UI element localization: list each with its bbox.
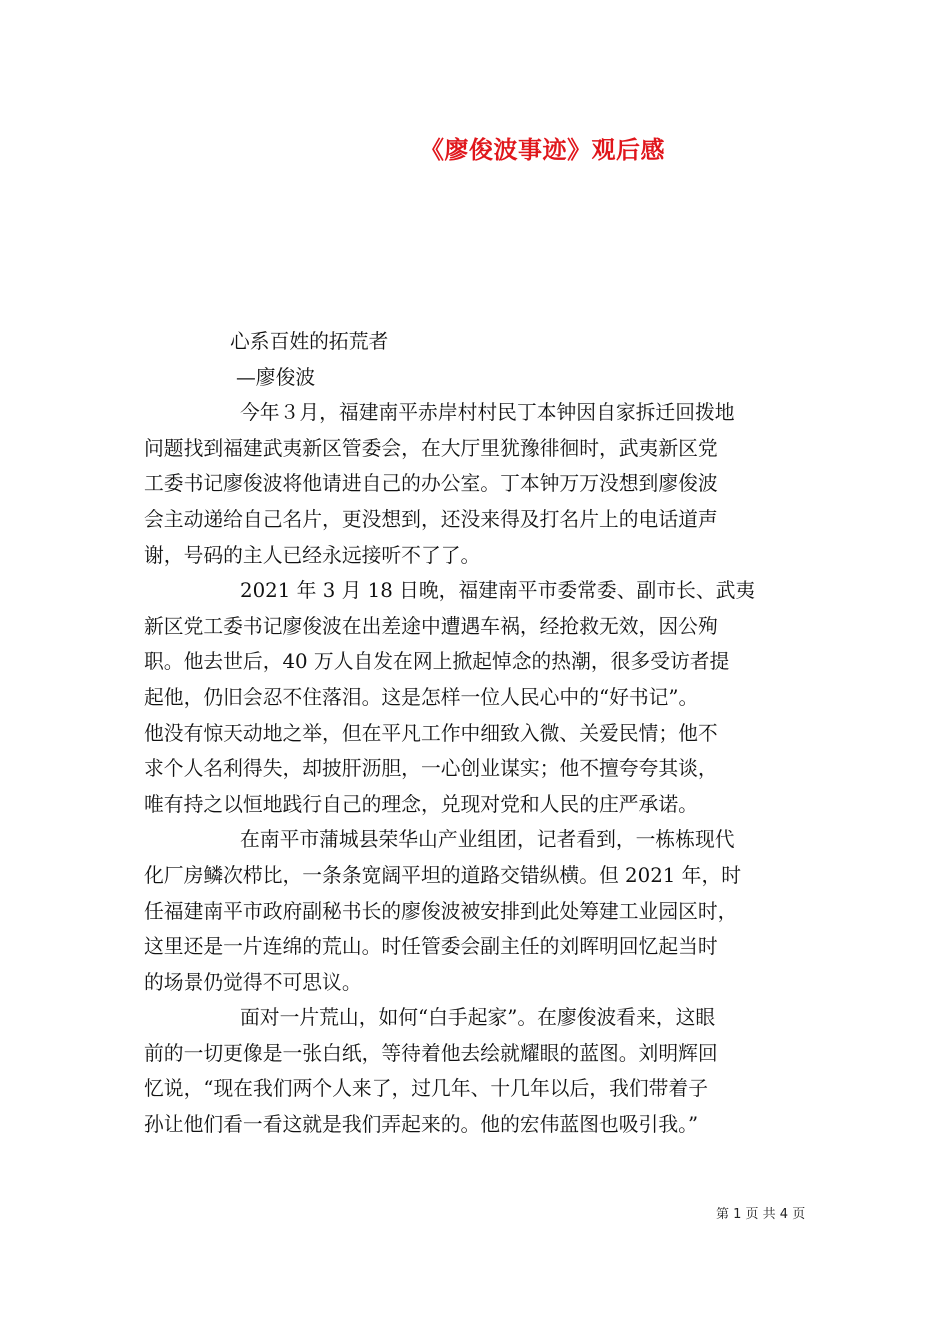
text-line: 工委书记廖俊波将他请进自己的办公室。丁本钟万万没想到廖俊波: [144, 472, 718, 496]
article-subtitle: 心系百姓的拓荒者: [230, 330, 389, 353]
text-line: 2021 年 3 月 18 日晚，福建南平市委常委、副市长、武夷: [240, 579, 756, 603]
article-byline: —廖俊波: [236, 365, 316, 389]
text-line: 化厂房鳞次栉比，一条条宽阔平坦的道路交错纵横。但 2021 年，时: [144, 863, 742, 887]
text-line: 面对一片荒山，如何“白手起家”。在廖俊波看来，这眼: [240, 1006, 716, 1030]
text-line: 谢，号码的主人已经永远接听不了了。: [144, 543, 481, 567]
text-line: 唯有持之以恒地践行自己的理念，兑现对党和人民的庄严承诺。: [144, 792, 698, 816]
text-line: 今年３月，福建南平赤岸村村民丁本钟因自家拆迁回拨地: [240, 401, 735, 425]
text-line: 这里还是一片连绵的荒山。时任管委会副主任的刘晖明回忆起当时: [144, 935, 718, 959]
text-line: 求个人名利得失，却披肝沥胆，一心创业谋实；他不擅夸夸其谈，: [144, 757, 718, 781]
text-line: 在南平市蒲城县荣华山产业组团，记者看到，一栋栋现代: [240, 828, 735, 852]
text-line: 前的一切更像是一张白纸，等待着他去绘就耀眼的蓝图。刘明辉回: [144, 1041, 718, 1065]
document-body: [144, 324, 810, 1143]
text-line: 的场景仍觉得不可思议。: [144, 970, 362, 994]
document-title: 《廖俊波事迹》观后感: [420, 135, 665, 164]
text-line: 问题找到福建武夷新区管委会，在大厅里犹豫徘徊时，武夷新区党: [144, 436, 718, 460]
text-line: 他没有惊天动地之举，但在平凡工作中细致入微、关爱民情；他不: [144, 721, 718, 745]
text-line: 任福建南平市政府副秘书长的廖俊波被安排到此处筹建工业园区时，: [144, 899, 738, 923]
text-line: 会主动递给自己名片，更没想到，还没来得及打名片上的电话道声: [144, 507, 718, 531]
paragraph-lines: [144, 395, 810, 1142]
text-line: 职。他去世后，40 万人自发在网上掀起悼念的热潮，很多受访者提: [144, 650, 730, 674]
text-line: 起他，仍旧会忍不住落泪。这是怎样一位人民心中的“好书记”。: [144, 685, 699, 709]
text-line: 忆说，“现在我们两个人来了，过几年、十几年以后，我们带着子: [144, 1077, 708, 1101]
text-line: 新区党工委书记廖俊波在出差途中遭遇车祸，经抢救无效，因公殉: [144, 614, 718, 638]
page-number-footer: 第 1 页 共 4 页: [716, 1207, 806, 1222]
text-line: 孙让他们看一看这就是我们弄起来的。他的宏伟蓝图也吸引我。”: [144, 1113, 699, 1137]
